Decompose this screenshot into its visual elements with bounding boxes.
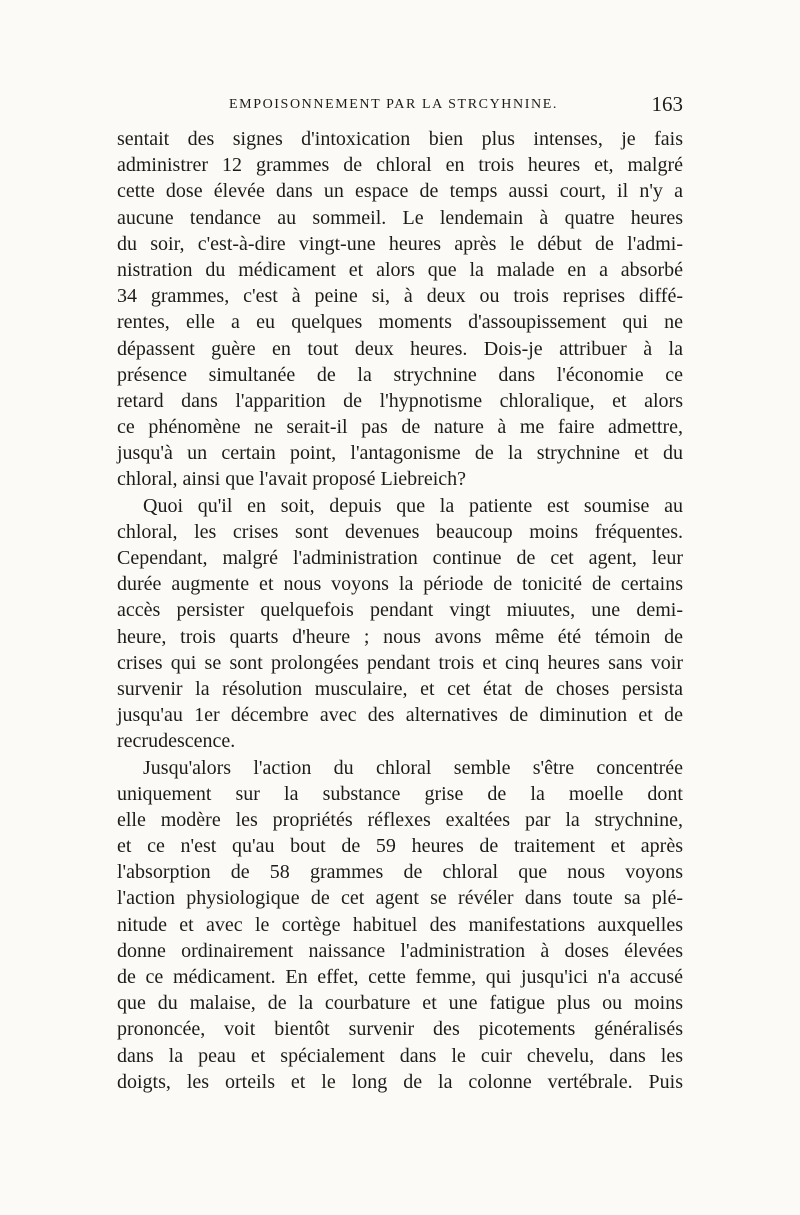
text-line: jusqu'au 1er décembre avec des alternatives de diminution et de bbox=[117, 704, 683, 727]
text-line: chloral, ainsi que l'avait proposé Liebreich? bbox=[117, 468, 467, 491]
text-line: recrudescence. bbox=[117, 730, 236, 753]
text-line: l'absorption de 58 grammes de chloral que nous voyons bbox=[117, 861, 683, 884]
text-line: nistration du médicament et alors que la malade en a absorbé bbox=[117, 258, 683, 281]
text-line: 34 grammes, c'est à peine si, à deux ou trois reprises diffé- bbox=[117, 285, 683, 308]
text-line: et ce n'est qu'au bout de 59 heures de traitement et après bbox=[117, 835, 683, 858]
running-head bbox=[117, 92, 683, 120]
text-line: crises qui se sont prolongées pendant trois et cinq heures sans voir bbox=[117, 651, 683, 674]
text-line: Jusqu'alors l'action du chloral semble s'être concentrée bbox=[143, 756, 683, 779]
text-line: Cependant, malgré l'administration continue de cet agent, leur bbox=[117, 547, 683, 569]
text-line: aucune tendance au sommeil. Le lendemain à quatre heures bbox=[117, 206, 683, 229]
text-line: doigts, les orteils et le long de la colonne vertébrale. Puis bbox=[117, 1070, 683, 1093]
body-text bbox=[117, 126, 683, 1095]
text-line: elle modère les propriétés réflexes exaltées par la strychnine, bbox=[117, 808, 683, 831]
text-line: que du malaise, de la courbature et une fatigue plus ou moins bbox=[117, 992, 683, 1015]
running-title: EMPOISONNEMENT PAR LA STRCYHNINE. bbox=[229, 97, 558, 112]
text-line: sentait des signes d'intoxication bien plus intenses, je fais bbox=[117, 128, 683, 150]
text-line: durée augmente et nous voyons la période de tonicité de certains bbox=[117, 573, 683, 596]
text-line: prononcée, voit bientôt survenir des picotements généralisés bbox=[117, 1018, 683, 1041]
text-line: accès persister quelquefois pendant vingt miuutes, une demi- bbox=[117, 599, 683, 622]
text-line: uniquement sur la substance grise de la moelle dont bbox=[117, 782, 683, 805]
page-number: 163 bbox=[651, 92, 683, 116]
text-line: de ce médicament. En effet, cette femme, qui jusqu'ici n'a accusé bbox=[117, 966, 683, 988]
text-line: du soir, c'est-à-dire vingt-une heures après le début de l'admi- bbox=[117, 232, 683, 255]
text-line: Quoi qu'il en soit, depuis que la patiente est soumise au bbox=[143, 494, 683, 517]
text-line: administrer 12 grammes de chloral en trois heures et, malgré bbox=[117, 154, 683, 177]
text-line: donne ordinairement naissance l'administration à doses élevées bbox=[117, 939, 683, 962]
text-line: cette dose élevée dans un espace de temps aussi court, il n'y a bbox=[117, 180, 683, 203]
text-line: dans la peau et spécialement dans le cuir chevelu, dans les bbox=[117, 1044, 683, 1067]
text-line: heure, trois quarts d'heure ; nous avons même été témoin de bbox=[117, 625, 683, 648]
text-line: chloral, les crises sont devenues beaucoup moins fréquentes. bbox=[117, 520, 683, 543]
text-line: survenir la résolution musculaire, et cet état de choses persista bbox=[117, 677, 683, 700]
text-line: dépassent guère en tout deux heures. Dois-je attribuer à la bbox=[117, 337, 683, 360]
text-line: ce phénomène ne serait-il pas de nature à me faire admettre, bbox=[117, 416, 683, 439]
text-line: rentes, elle a eu quelques moments d'assoupissement qui ne bbox=[117, 311, 683, 334]
text-line: nitude et avec le cortège habituel des manifestations auxquelles bbox=[117, 913, 683, 936]
text-line: retard dans l'apparition de l'hypnotisme chloralique, et alors bbox=[117, 389, 683, 412]
text-line: présence simultanée de la strychnine dans l'économie ce bbox=[117, 363, 683, 386]
text-line: jusqu'à un certain point, l'antagonisme de la strychnine et du bbox=[117, 442, 683, 465]
text-line: l'action physiologique de cet agent se révéler dans toute sa plé- bbox=[117, 887, 683, 910]
